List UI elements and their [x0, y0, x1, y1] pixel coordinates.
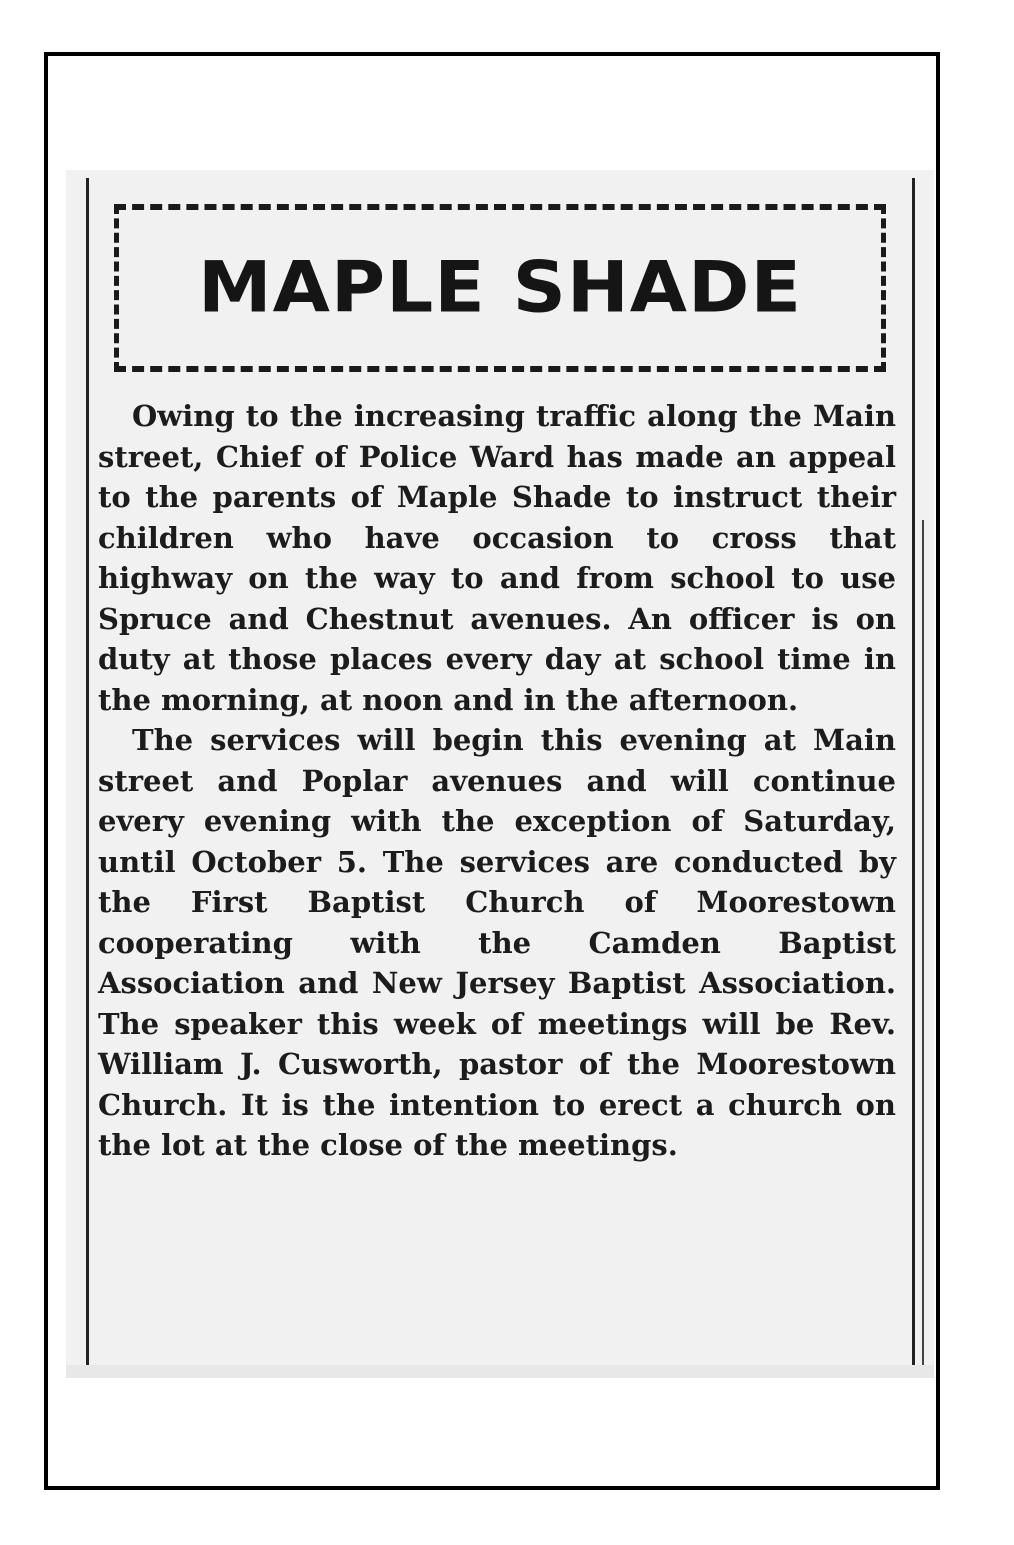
headline: MAPLE SHADE — [197, 247, 803, 329]
column-rule-left — [86, 178, 89, 1378]
headline-box — [114, 204, 886, 372]
article-body — [98, 396, 896, 1166]
column-rule-right — [912, 178, 915, 1378]
column-rule-right-outer — [922, 520, 924, 1378]
article-paragraph: Owing to the increasing traffic along the Main street, Chief of Police Ward has made an appeal to the parents of Maple Shade to instruct their children who have occasion to cross that highway on the way to and from school to use Spruce and Chestnut avenues. An officer is on duty at those places every day at school time in the morning, at noon and in the afternoon. — [98, 399, 896, 717]
clipping-cut-edge — [66, 1365, 934, 1378]
article-paragraph: The services will begin this evening at Main street and Poplar avenues and will continue every evening with the exception of Saturday, until October 5. The services are conducted by the First Baptist Church of Moorestown cooperating with the Camden Baptist Association and New Jersey Baptist Association. The speaker this week of meetings will be Rev. William J. Cusworth, pastor of the Moorestown Church. It is the intention to erect a church on the lot at the close of the meetings. — [98, 723, 896, 1162]
